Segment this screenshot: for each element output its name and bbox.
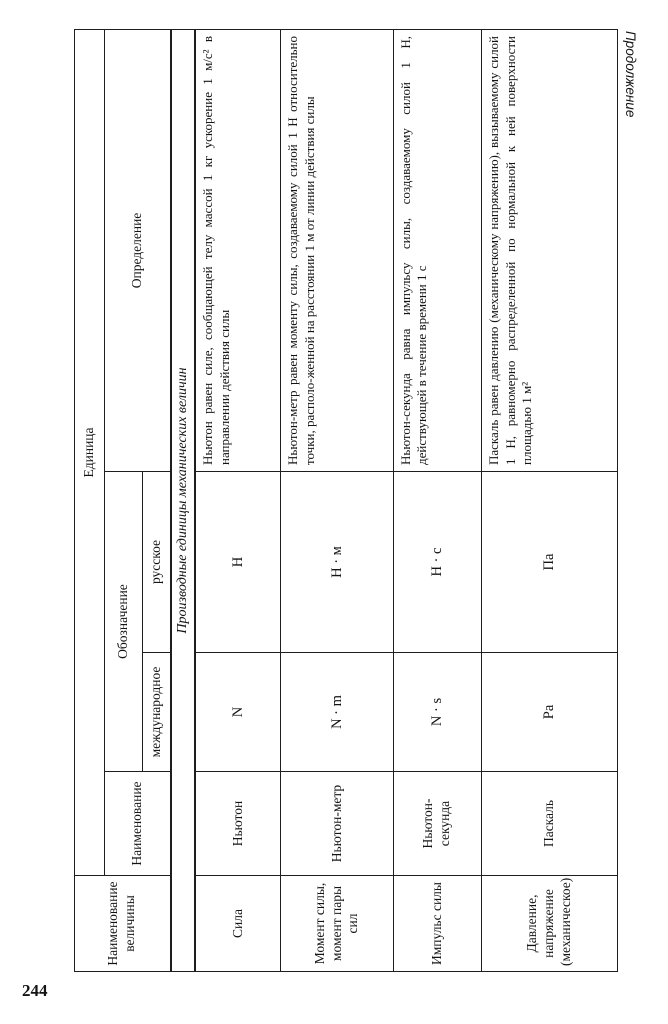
section-row xyxy=(171,29,195,971)
russian-symbol-cell: Н xyxy=(195,472,281,653)
header-name: Наименование xyxy=(105,772,171,876)
international-symbol-cell: N · m xyxy=(281,653,393,772)
russian-symbol-cell: Н · м xyxy=(281,472,393,653)
header-row-2 xyxy=(105,29,143,971)
international-symbol-cell: Pa xyxy=(481,653,617,772)
definition-cell: Ньютон-секунда равна импульсу силы, создаваемому силой 1 Н, действующей в течение времени 1 с xyxy=(393,29,481,471)
unit-name-cell: Ньютон-метр xyxy=(281,772,393,876)
header-russian: русское xyxy=(143,472,171,653)
quantity-cell: Сила xyxy=(195,876,281,972)
definition-cell: Ньютон равен силе, сообщающей телу массой 1 кг ускорение 1 м/с² в направлении действия силы xyxy=(195,29,281,471)
unit-name-cell: Ньютон xyxy=(195,772,281,876)
section-title: Производные единицы механических величин xyxy=(171,29,195,971)
table-row xyxy=(481,29,617,971)
quantity-cell: Момент силы, момент пары сил xyxy=(281,876,393,972)
header-row-1 xyxy=(75,29,105,971)
russian-symbol-cell: Н · с xyxy=(393,472,481,653)
unit-name-cell: Паскаль xyxy=(481,772,617,876)
table-row xyxy=(281,29,393,971)
quantity-cell: Давление, напряжение (механическое) xyxy=(481,876,617,972)
international-symbol-cell: N xyxy=(195,653,281,772)
header-definition: Определение xyxy=(105,29,171,471)
header-unit: Единица xyxy=(75,29,105,875)
table-row xyxy=(393,29,481,971)
units-table-rotated xyxy=(74,30,618,972)
russian-symbol-cell: Па xyxy=(481,472,617,653)
header-quantity: Наименование величины xyxy=(75,876,171,972)
quantity-cell: Импульс силы xyxy=(393,876,481,972)
international-symbol-cell: N · s xyxy=(393,653,481,772)
unit-name-cell: Ньютон-секунда xyxy=(393,772,481,876)
header-international: международное xyxy=(143,653,171,772)
definition-cell: Паскаль равен давлению (механическому напряжению), вызываемому силой 1 Н, равномерно распределенной по нормальной к ней поверхности площадью 1 м² xyxy=(481,29,617,471)
page-number: 244 xyxy=(22,981,48,1000)
continuation-label: Продолжение xyxy=(623,31,638,118)
table-row xyxy=(195,29,281,971)
header-designation: Обозначение xyxy=(105,472,143,772)
definition-cell: Ньютон-метр равен моменту силы, создаваемому силой 1 Н относительно точки, располо-женной на расстоянии 1 м от линии действия силы xyxy=(281,29,393,471)
units-table xyxy=(74,29,618,972)
